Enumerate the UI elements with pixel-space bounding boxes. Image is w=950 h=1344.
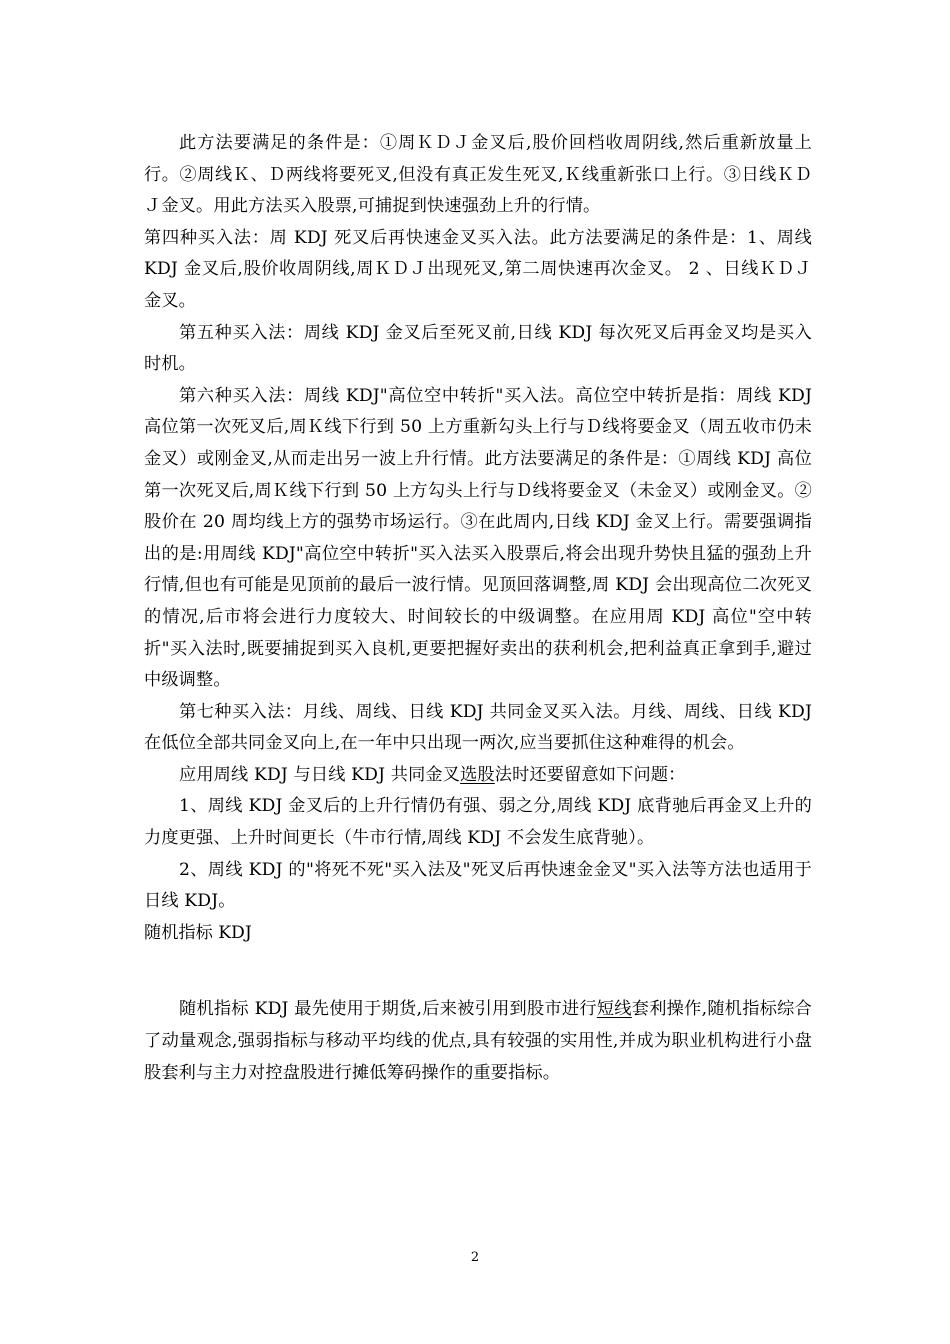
paragraph-method-5: [144, 318, 812, 381]
short-term-link[interactable]: 短线: [596, 999, 632, 1020]
body-text: [144, 128, 812, 1089]
paragraph-text: 此方法要满足的条件是：①周ＫＤＪ金叉后,股价回档收周阴线,然后重新放量上行。②周线Ｋ、Ｄ两线将要死叉,但没有真正发生死叉,Ｋ线重新张口上行。③日线ＫＤＪ金叉。用此方法买入股票,可捕捉到快速强劲上升的行情。: [144, 133, 812, 217]
spacer: [144, 949, 812, 994]
paragraph-note-2: [144, 855, 812, 918]
paragraph-method-4: [144, 223, 812, 318]
paragraph-text: 2、周线 KDJ 的"将死不死"买入法及"死叉后再快速金金叉"买入法等方法也适用于日线 KDJ。: [144, 859, 812, 912]
paragraph-text: 随机指标 KDJ 最先使用于期货,后来被引用到股市进行: [179, 999, 597, 1020]
paragraph-method-7: [144, 697, 812, 760]
paragraph-text: 第七种买入法：月线、周线、日线 KDJ 共同金叉买入法。月线、周线、日线 KDJ 在低位全部共同金叉向上,在一年中只出现一两次,应当要抓住这种难得的机会。: [144, 701, 812, 754]
paragraph-text: 1、周线 KDJ 金叉后的上升行情仍有强、弱之分,周线 KDJ 底背驰后再金叉上升的力度更强、上升时间更长（牛市行情,周线 KDJ 不会发生底背驰）。: [144, 796, 812, 849]
paragraph-note-1: [144, 791, 812, 854]
section-heading: 随机指标 KDJ: [144, 922, 252, 943]
paragraph-text: 第六种买入法：周线 KDJ"高位空中转折"买入法。高位空中转折是指：周线 KDJ 高位第一次死叉后,周Ｋ线下行到 50 上方重新勾头上行与Ｄ线将要金叉（周五收市仍未金叉）或刚金叉,从而走出另一波上升行情。此方法要满足的条件是：①周线 KDJ 高位第一次死叉后,周Ｋ线下行到 50 上方勾头上行与Ｄ线将要金叉（未金叉）或刚金叉。②股价在 20 周均线上方的强势市场运行。③在此周内,日线 KDJ 金叉上行。需要强调指出的是:用周线 KDJ"高位空中转折"买入法买入股票后,将会出现升势快且猛的强劲上升行情,但也有可能是见顶前的最后一波行情。见顶回落调整,周 KDJ 会出现高位二次死叉的情况,后市将会进行力度较大、时间较长的中级调整。在应用周 KDJ 高位"空中转折"买入法时,既要捕捉到买入良机,更要把握好卖出的获利机会,把利益真正拿到手,避过中级调整。: [144, 385, 812, 691]
paragraph-text: 应用周线 KDJ 与日线 KDJ 共同金叉: [179, 764, 461, 785]
stock-selection-link[interactable]: 选股: [460, 764, 495, 785]
paragraph-method-6: [144, 381, 812, 697]
paragraph-notes-intro: [144, 760, 812, 792]
paragraph-text: 法时还要留意如下问题：: [494, 764, 686, 785]
paragraph-kdj-intro: [144, 994, 812, 1089]
page-number: 2: [470, 1250, 480, 1265]
paragraph-text: 第四种买入法：周 KDJ 死叉后再快速金叉买入法。此方法要满足的条件是：1、周线 KDJ 金叉后,股价收周阴线,周ＫＤＪ出现死叉,第二周快速再次金叉。 2 、日线ＫＤＪ金叉。: [144, 227, 812, 311]
paragraph-text: 第五种买入法：周线 KDJ 金叉后至死叉前,日线 KDJ 每次死叉后再金叉均是买入时机。: [144, 322, 812, 375]
paragraph-condition: [144, 128, 812, 223]
paragraph-text: 套利操作,随机指标综合了动量观念,强弱指标与移动平均线的优点,具有较强的实用性,并成为职业机构进行小盘股套利与主力对控盘股进行摊低筹码操作的重要指标。: [144, 999, 812, 1083]
